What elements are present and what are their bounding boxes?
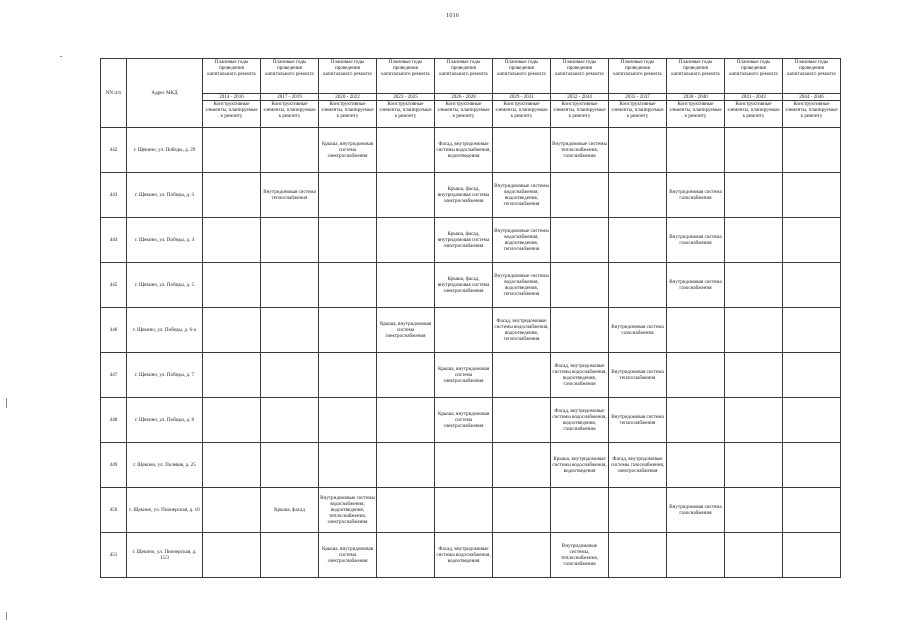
repair-cell <box>377 353 435 398</box>
repair-cell: Фасад, внутридомовые системы водоснабжения, водоотведения, газоснабжения <box>551 353 609 398</box>
row-number: 451 <box>101 532 127 577</box>
scan-mark <box>6 398 7 408</box>
repair-cell <box>667 353 725 398</box>
header-elements-label: Конструктивные элементы, планируемые к ремонту <box>493 101 551 128</box>
repair-cell <box>783 398 841 443</box>
row-address: г. Щекино, ул. Победы, д. 4 <box>127 218 203 263</box>
repair-cell: Крыша, внутридомовая система электроснабжения <box>319 532 377 577</box>
repair-cell: Фасад, внутридомовые системы газоснабжения, электроснабжения <box>609 443 667 488</box>
header-period-years: 2032 - 2034 <box>551 94 609 101</box>
repair-cell <box>319 218 377 263</box>
row-address: г. Щекино, ул. Победы, д. 7 <box>127 353 203 398</box>
repair-cell: Внутридомовая система газоснабжения <box>667 218 725 263</box>
repair-cell <box>261 353 319 398</box>
header-period-title: Плановые годы проведения капитального ремонта <box>667 59 725 94</box>
row-address: г. Щекино, ул. Победы, д. 8 <box>127 398 203 443</box>
header-period-title: Плановые годы проведения капитального ремонта <box>203 59 261 94</box>
row-address: г. Щекино, ул. Победы, д. 29 <box>127 128 203 173</box>
repair-cell <box>493 443 551 488</box>
header-period-title: Плановые годы проведения капитального ремонта <box>551 59 609 94</box>
repair-cell <box>377 487 435 532</box>
repair-cell <box>551 218 609 263</box>
repair-cell: Внутридомовые системы водоснабжения, водоотведения, теплоснабжения <box>493 218 551 263</box>
header-period-years: 2038 - 2040 <box>667 94 725 101</box>
repair-cell <box>783 173 841 218</box>
table-header <box>101 59 841 128</box>
repair-cell: Внутридомовая система газоснабжения <box>667 173 725 218</box>
header-period-years: 2035 - 2037 <box>609 94 667 101</box>
repair-cell <box>377 128 435 173</box>
table-row <box>101 487 841 532</box>
header-elements-label: Конструктивные элементы, планируемые к ремонту <box>261 101 319 128</box>
repair-cell: Крыша, внутридомовая система электроснабжения <box>435 353 493 398</box>
repair-cell <box>783 263 841 308</box>
repair-cell <box>261 308 319 353</box>
row-number: 445 <box>101 263 127 308</box>
repair-cell <box>319 398 377 443</box>
header-elements-label: Конструктивные элементы, планируемые к ремонту <box>551 101 609 128</box>
repair-cell: Внутридомовые системы, теплоснабжения, газоснабжения <box>551 532 609 577</box>
repair-cell <box>261 263 319 308</box>
repair-cell <box>609 263 667 308</box>
repair-cell <box>203 308 261 353</box>
repair-cell: Крыша, внутридомовая система электроснабжения <box>377 308 435 353</box>
header-elements-label: Конструктивные элементы, планируемые к ремонту <box>435 101 493 128</box>
repair-cell <box>609 128 667 173</box>
repair-schedule-table <box>100 58 841 578</box>
repair-cell <box>377 218 435 263</box>
header-elements-label: Конструктивные элементы, планируемые к ремонту <box>319 101 377 128</box>
header-elements-label: Конструктивные элементы, планируемые к ремонту <box>609 101 667 128</box>
repair-cell <box>783 353 841 398</box>
repair-cell <box>667 443 725 488</box>
scan-mark <box>6 612 7 620</box>
repair-cell: Внутридомовая система газоснабжения <box>609 308 667 353</box>
header-elements-label: Конструктивные элементы, планируемые к ремонту <box>783 101 841 128</box>
repair-cell <box>725 218 783 263</box>
repair-cell <box>493 128 551 173</box>
repair-cell <box>609 487 667 532</box>
repair-cell <box>551 173 609 218</box>
repair-cell <box>725 443 783 488</box>
repair-cell <box>377 398 435 443</box>
row-address: г. Щекино, ул. Пионерская, д. 10 <box>127 487 203 532</box>
repair-cell: Фасад, внутридомовые системы водоснабжения, водоотведения <box>435 532 493 577</box>
repair-cell <box>609 218 667 263</box>
repair-cell: Внутридомовые системы водоснабжения, водоотведения, теплоснабжения <box>493 173 551 218</box>
repair-cell: Внутридомовая система теплоснабжения <box>261 173 319 218</box>
header-address: Адрес МКД <box>127 59 203 128</box>
repair-cell <box>203 487 261 532</box>
row-number: 442 <box>101 128 127 173</box>
repair-cell: Внутридомовые системы теплоснабжения, газоснабжения <box>551 128 609 173</box>
header-period-title: Плановые годы проведения капитального ремонта <box>783 59 841 94</box>
repair-cell <box>261 443 319 488</box>
repair-cell <box>725 128 783 173</box>
repair-cell <box>203 128 261 173</box>
repair-cell <box>783 443 841 488</box>
repair-cell: Крыша, фасад, внутридомовая система электроснабжения <box>435 218 493 263</box>
repair-cell <box>609 173 667 218</box>
repair-cell <box>493 398 551 443</box>
header-period-years: 2023 - 2025 <box>377 94 435 101</box>
repair-cell <box>319 173 377 218</box>
repair-cell <box>493 487 551 532</box>
repair-cell <box>667 308 725 353</box>
repair-cell <box>203 532 261 577</box>
repair-cell <box>667 532 725 577</box>
repair-cell <box>667 398 725 443</box>
repair-cell <box>783 128 841 173</box>
repair-cell: Внутридомовые системы водоснабжения, водоотведения, теплоснабжения <box>493 263 551 308</box>
row-number: 448 <box>101 398 127 443</box>
repair-cell <box>319 443 377 488</box>
repair-cell <box>435 443 493 488</box>
repair-cell: Крыша, внутридомовая система электроснабжения <box>319 128 377 173</box>
page-number: 1016 <box>446 12 459 19</box>
repair-cell <box>261 398 319 443</box>
repair-cell: Фасад, внутридомовые системы водоснабжения, водоотведения <box>435 128 493 173</box>
repair-cell <box>783 532 841 577</box>
repair-cell <box>203 218 261 263</box>
repair-cell <box>203 443 261 488</box>
repair-cell <box>203 173 261 218</box>
row-number: 444 <box>101 218 127 263</box>
header-elements-label: Конструктивные элементы, планируемые к ремонту <box>667 101 725 128</box>
table-row <box>101 353 841 398</box>
row-address: г. Щекино, ул. Победы, д. 3 <box>127 173 203 218</box>
table-row <box>101 532 841 577</box>
repair-cell <box>203 398 261 443</box>
repair-cell <box>203 353 261 398</box>
row-number: 450 <box>101 487 127 532</box>
header-period-title: Плановые годы проведения капитального ремонта <box>261 59 319 94</box>
repair-cell <box>783 487 841 532</box>
table-row <box>101 263 841 308</box>
header-elements-label: Конструктивные элементы, планируемые к ремонту <box>725 101 783 128</box>
repair-cell <box>725 263 783 308</box>
row-address: г. Щекино, ул. Победы, д. 6-а <box>127 308 203 353</box>
header-period-years: 2017 - 2019 <box>261 94 319 101</box>
header-period-title: Плановые годы проведения капитального ремонта <box>435 59 493 94</box>
header-period-years: 2020 - 2022 <box>319 94 377 101</box>
header-period-years: 2044 - 2046 <box>783 94 841 101</box>
repair-cell <box>783 308 841 353</box>
repair-cell <box>783 218 841 263</box>
repair-cell <box>725 353 783 398</box>
repair-cell: Крыша, внутридомовые системы водоснабжения, водоотведения <box>551 443 609 488</box>
repair-cell: Крыша, внутридомовая система электроснабжения <box>435 398 493 443</box>
repair-cell: Крыша, фасад <box>261 487 319 532</box>
repair-cell <box>377 263 435 308</box>
repair-cell <box>493 532 551 577</box>
repair-cell <box>261 218 319 263</box>
row-address: г. Щекино, ул. Победы, д. 5 <box>127 263 203 308</box>
repair-cell <box>551 308 609 353</box>
repair-cell <box>493 353 551 398</box>
header-period-title: Плановые годы проведения капитального ремонта <box>725 59 783 94</box>
header-period-title: Плановые годы проведения капитального ремонта <box>609 59 667 94</box>
header-period-title: Плановые годы проведения капитального ремонта <box>493 59 551 94</box>
repair-cell <box>377 532 435 577</box>
repair-cell: Внутридомовая система газоснабжения <box>667 487 725 532</box>
header-period-title: Плановые годы проведения капитального ремонта <box>377 59 435 94</box>
header-elements-label: Конструктивные элементы, планируемые к ремонту <box>203 101 261 128</box>
repair-cell <box>725 398 783 443</box>
repair-cell <box>319 353 377 398</box>
row-number: 449 <box>101 443 127 488</box>
repair-cell <box>609 532 667 577</box>
row-address: г. Щекино, ул. Полевая, д. 25 <box>127 443 203 488</box>
repair-cell <box>261 532 319 577</box>
repair-cell: Крыша, фасад, внутридомовая система электроснабжения <box>435 173 493 218</box>
table-body <box>101 128 841 578</box>
header-period-years: 2014 - 2016 <box>203 94 261 101</box>
table-row <box>101 173 841 218</box>
repair-cell: Крыша, фасад, внутридомовая система электроснабжения <box>435 263 493 308</box>
repair-cell <box>725 532 783 577</box>
repair-cell: Внутридомовая система теплоснабжения <box>609 398 667 443</box>
scan-mark <box>60 56 62 57</box>
row-number: 446 <box>101 308 127 353</box>
repair-cell: Фасад, внутридомовые системы водоснабжения, водоотведения, газоснабжения <box>551 398 609 443</box>
repair-cell <box>551 487 609 532</box>
repair-cell: Внутридомовая система теплоснабжения <box>609 353 667 398</box>
repair-cell: Внутридомовые системы водоснабжения, водоотведения, теплоснабжения, электроснабжения <box>319 487 377 532</box>
table-row <box>101 218 841 263</box>
row-number: 447 <box>101 353 127 398</box>
table-row <box>101 398 841 443</box>
header-period-years: 2041 - 2043 <box>725 94 783 101</box>
repair-cell <box>725 487 783 532</box>
header-period-years: 2029 - 2031 <box>493 94 551 101</box>
repair-cell: Внутридомовая система газоснабжения <box>667 263 725 308</box>
repair-cell <box>261 128 319 173</box>
row-number: 443 <box>101 173 127 218</box>
repair-cell <box>319 308 377 353</box>
table-row <box>101 308 841 353</box>
repair-cell <box>667 128 725 173</box>
repair-cell <box>377 173 435 218</box>
header-elements-label: Конструктивные элементы, планируемые к ремонту <box>377 101 435 128</box>
repair-cell <box>203 263 261 308</box>
row-address: г. Щекино, ул. Пионерская, д. 15/3 <box>127 532 203 577</box>
repair-cell <box>725 173 783 218</box>
repair-cell <box>435 308 493 353</box>
repair-cell <box>319 263 377 308</box>
repair-cell <box>551 263 609 308</box>
header-period-years: 2026 - 2028 <box>435 94 493 101</box>
header-number: NN п/п <box>101 59 127 128</box>
repair-cell <box>725 308 783 353</box>
table-row <box>101 443 841 488</box>
repair-cell: Фасад, внутридомовые системы водоснабжения, водоотведения, теплоснабжения <box>493 308 551 353</box>
table-row <box>101 128 841 173</box>
repair-cell <box>377 443 435 488</box>
repair-cell <box>435 487 493 532</box>
header-period-title: Плановые годы проведения капитального ремонта <box>319 59 377 94</box>
